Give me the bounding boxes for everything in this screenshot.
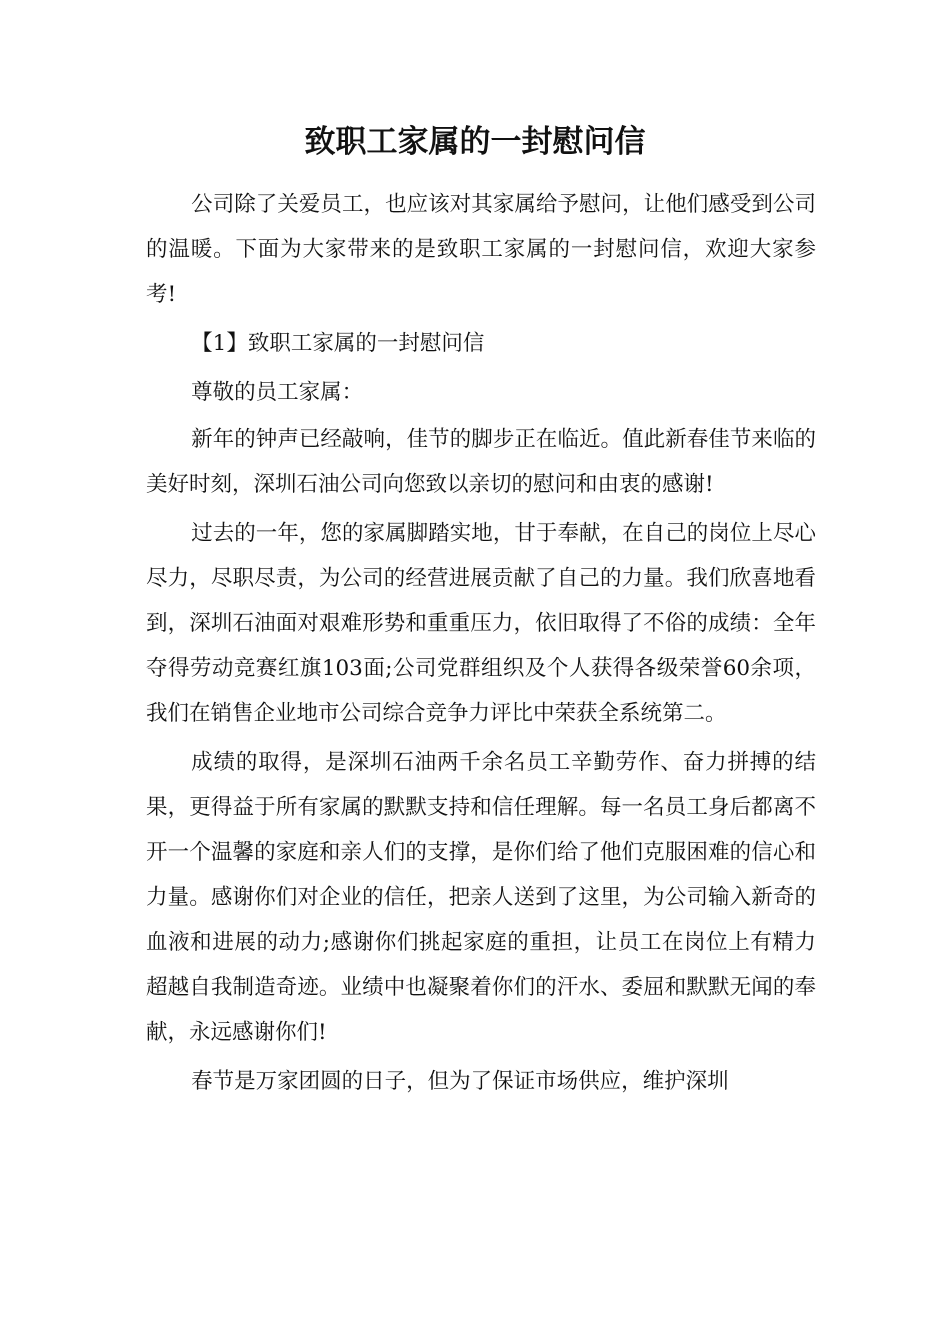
body-paragraph: 春节是万家团圆的日子，但为了保证市场供应，维护深圳 xyxy=(191,1069,729,1094)
section-heading: 【1】致职工家属的一封慰问信 xyxy=(191,331,485,356)
body-paragraph: 过去的一年，您的家属脚踏实地，甘于奉献，在自己的岗位上尽心尽力，尽职尽责，为公司的经营进展贡献了自己的力量。我们欣喜地看到，深圳石油面对艰难形势和重重压力，依旧取得了不俗的成绩：全年夺得劳动竞赛红旗103面;公司党群组织及个人获得各级荣誉60余项，我们在销售企业地市公司综合竞争力评比中荣获全系统第二。 xyxy=(146,521,816,726)
body-paragraph: 成绩的取得，是深圳石油两千余名员工辛勤劳作、奋力拼搏的结果，更得益于所有家属的默默支持和信任理解。每一名员工身后都离不开一个温馨的家庭和亲人们的支撑，是你们给了他们克服困难的信心和力量。感谢你们对企业的信任，把亲人送到了这里，为公司输入新奇的血液和进展的动力;感谢你们挑起家庭的重担，让员工在岗位上有精力超越自我制造奇迹。业绩中也凝聚着你们的汗水、委屈和默默无闻的奉献，永远感谢你们! xyxy=(146,750,816,1045)
salutation: 尊敬的员工家属： xyxy=(191,380,364,405)
body-paragraph: 新年的钟声已经敲响，佳节的脚步正在临近。值此新春佳节来临的美好时刻，深圳石油公司向您致以亲切的慰问和由衷的感谢! xyxy=(146,427,816,497)
intro-paragraph: 公司除了关爱员工，也应该对其家属给予慰问，让他们感受到公司的温暖。下面为大家带来的是致职工家属的一封慰问信，欢迎大家参考! xyxy=(146,192,816,307)
document-title: 致职工家属的一封慰问信 xyxy=(304,124,646,160)
document-body xyxy=(146,182,816,1106)
